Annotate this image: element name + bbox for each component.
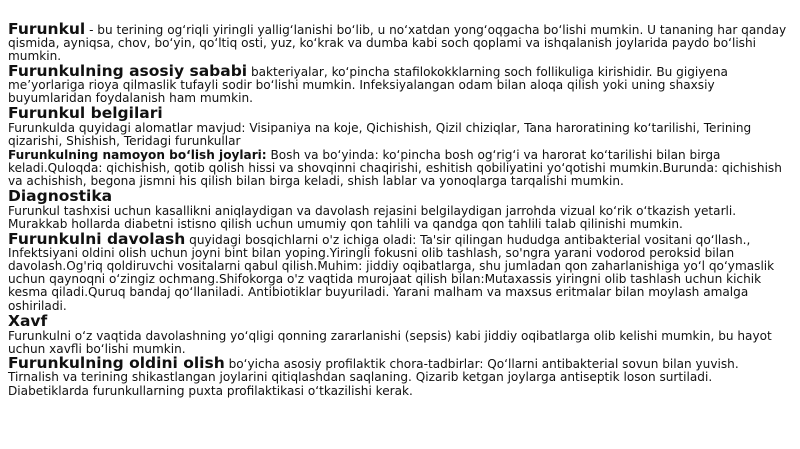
treatment-text: quyidagi bosqichlarni o'z ichiga oladi: Ta'sir qilingan hududga antibakterial vositani qo‘llash., Infektsiyani oldini olish uchun joyni bint bilan yoping.Yiringli fokusni olib tashlash, so'ngra yarani vodorod peroksid bilan davolash.Og'riq qoldiruvchi vositalarni qabul qilish.Muhim: jiddiy oqibatlarga, shu jumladan qon zaharlanishiga yo‘l qo‘ymaslik uchun qaynoqni o‘zingiz ochmang.Shifokorga o'z vaqtida murojaat qilish bilan:Mutaxassis yiringni olib tashlash uchun kichik kesma qiladi.Quruq bandaj qo‘llaniladi. Antibiotiklar buyuriladi. Yarani malham va maxsus eritmalar bilan moylash amalga oshiriladi. bbox=[8, 232, 775, 313]
cause-lead: Furunkulning asosiy sababi bbox=[8, 61, 248, 80]
intro-text: - bu terining og‘riqli yiringli yallig‘lanishi bo‘lib, u no‘xatdan yong‘oqgacha bo‘lishi mumkin. U tananing har qanday qismida, ayniqsa, chov, bo‘yin, qo‘ltiq osti, yuz, ko‘krak va dumba kabi soch qoplami va ishqalanish joylarida paydo bo‘lishi mumkin. bbox=[8, 23, 787, 64]
signs-text: Furunkulda quyidagi alomatlar mavjud: Visipaniya na koje, Qichishish, Qizil chiziqlar, Tana haroratining ko‘tarilishi, Terining qizarishi, Shishish, Teridagi furunkullar bbox=[8, 121, 752, 149]
intro-lead: Furunkul bbox=[8, 20, 86, 38]
diagnostics-text: Furunkul tashxisi uchun kasallikni aniqlaydigan va davolash rejasini belgilaydigan jarrohda vizual ko‘rik o‘tkazish yetarli. Murakkab hollarda diabetni istisno qilish uchun umumiy qon tahlili va qandga qon tahlili talab qilinishi mumkin. bbox=[8, 204, 737, 232]
prevention-lead: Furunkulning oldini olish bbox=[8, 354, 225, 373]
prevention-text: bo‘yicha asosiy profilaktik chora-tadbirlar: Qo‘llarni antibakterial sovun bilan yuvish. Tirnalish va terining shikastlangan joylarini qitiqlashdan saqlaning. Qizarib ketgan joylarga antiseptik loson surtiladi. Diabetiklarda furunkullarning puxta profilaktikasi o‘tkazilishi kerak. bbox=[8, 357, 739, 398]
cause-text: bakteriyalar, ko‘pincha stafilokokklarning soch follikuliga kirishidir. Bu gigiyena me’yorlariga rioya qilmaslik tufayli sodir bo‘lishi mumkin. Infeksiyalangan odam bilan aloqa qilish yoki uning shaxsiy buyumlaridan foydalanish ham mumkin. bbox=[8, 64, 728, 106]
risk-heading: Xavf bbox=[8, 311, 48, 330]
treatment-lead: Furunkulni davolash bbox=[8, 229, 186, 248]
treatment-paragraph bbox=[8, 229, 792, 313]
prevention-paragraph bbox=[8, 356, 792, 398]
locations-text: Bosh va bo‘yinda: ko‘pincha bosh og‘rig‘i va harorat ko‘tarilishi bilan birga keladi.Quloqda: qichishish, qotib qolish hissi va shovqinni chaqirishi, eshitish qobiliyatini yo‘qotishi mumkin.Burunda: qichishish va achishish, begona jismni his qilish bilan birga keladi, shish lablar va yonoqlarga tarqalishi mumkin. bbox=[8, 147, 782, 189]
locations-lead: Furunkulning namoyon bo‘lish joylari: bbox=[8, 147, 267, 162]
diagnostics-heading: Diagnostika bbox=[8, 187, 113, 206]
risk-text: Furunkulni o‘z vaqtida davolashning yo‘qligi qonning zararlanishi (sepsis) kabi jiddiy oqibatlarga olib kelishi mumkin, bu hayot uchun xavfli bo‘lishi mumkin. bbox=[8, 328, 772, 357]
intro-paragraph bbox=[8, 22, 792, 64]
locations-paragraph bbox=[8, 149, 792, 189]
cause-paragraph bbox=[8, 61, 792, 106]
signs-heading: Furunkul belgilari bbox=[8, 104, 163, 123]
